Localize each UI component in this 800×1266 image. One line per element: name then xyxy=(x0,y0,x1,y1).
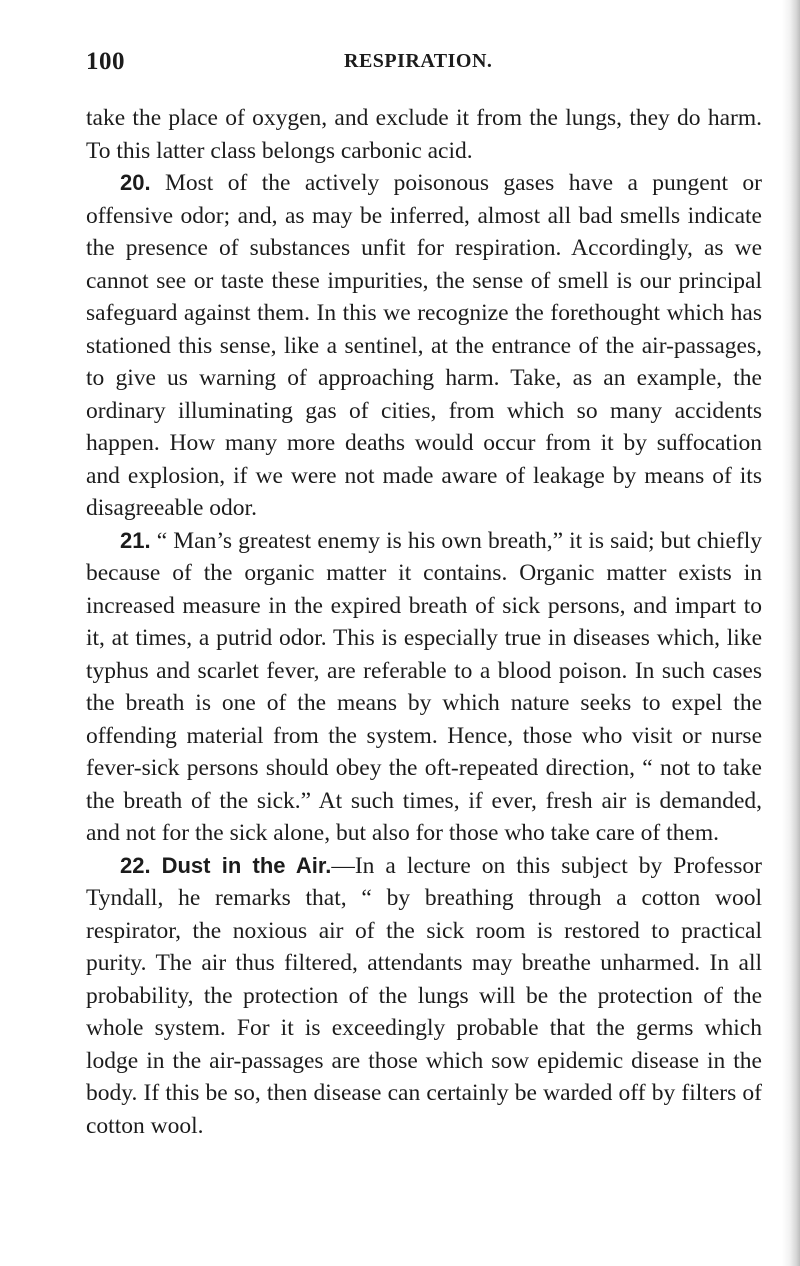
paragraph-number: 20. xyxy=(120,170,151,195)
paragraph-text: “ Man’s greatest enemy is his own breath,” it is said; but chiefly because of the organic matter it contains. Organic matter exists in increased measure in the expired breath of sick persons, and impart to it, at times, a putrid odor. This is especially true in diseases which, like typhus and scarlet fever, are referable to a blood poison. In such cases the breath is one of the means by which nature seeks to expel the offending material from the system. Hence, those who visit or nurse fever-sick persons should obey the oft-repeated direction, “ not to take the breath of the sick.” At such times, if ever, fresh air is demanded, and not for the sick alone, but also for those who take care of them. xyxy=(86,527,763,846)
paragraph-number: 22. xyxy=(120,852,151,878)
paragraph-21 xyxy=(86,525,762,850)
running-title: RESPIRATION. xyxy=(344,50,493,72)
paragraph-continuation: take the place of oxygen, and exclude it from the lungs, they do harm. To this latter class belongs carbonic acid. xyxy=(86,105,762,164)
page-header xyxy=(86,48,756,88)
paragraph-text: Most of the actively poisonous gases have a pungent or offensive odor; and, as may be inferred, almost all bad smells indicate the presence of substances unfit for respiration. Accordingly, as we cannot see or taste these impurities, the sense of smell is our principal safeguard against them. In this we recognize the forethought which has stationed this sense, like a sentinel, at the entrance of the air-passages, to give us warning of approaching harm. Take, as an example, the ordinary illuminating gas of cities, from which so many accidents happen. How many more deaths would occur from it by suffocation and explosion, if we were not made aware of leakage by means of its disagreeable odor. xyxy=(86,170,763,521)
paragraph-22 xyxy=(86,850,762,1143)
section-heading: Dust in the Air. xyxy=(161,852,332,878)
paragraph-number: 21. xyxy=(120,527,151,553)
body-text xyxy=(86,102,762,1142)
page-number: 100 xyxy=(86,48,125,75)
paragraph-text: —In a lecture on this subject by Professor Tyndall, he remarks that, “ by breathing through a cotton wool respirator, the noxious air of the sick room is restored to practical purity. The air thus filtered, attendants may breathe unharmed. In all probability, the protection of the lungs will be the protection of the whole system. For it is exceedingly probable that the germs which lodge in the air-passages are those which sow epidemic disease in the body. If this be so, then disease can certainly be warded off by filters of cotton wool. xyxy=(86,852,763,1139)
page-edge-shadow xyxy=(782,0,800,1266)
paragraph-20 xyxy=(86,167,762,525)
